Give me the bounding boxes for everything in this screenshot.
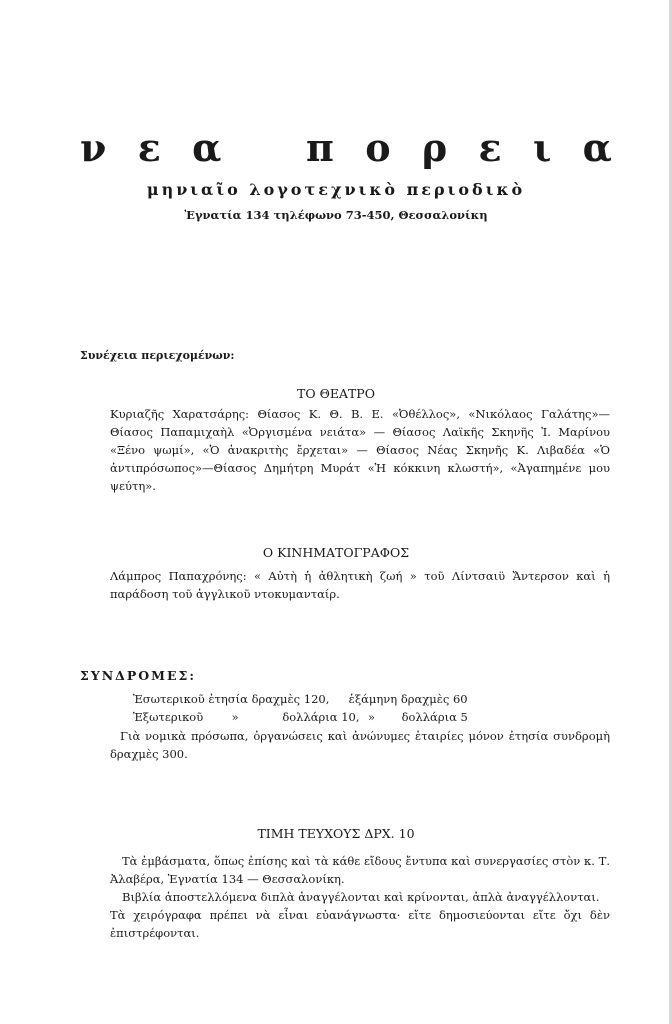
masthead-word-gap bbox=[253, 126, 275, 170]
abroad-label: Ἐξωτερικοῦ bbox=[133, 710, 204, 724]
theatre-heading: ΤΟ ΘΕΑΤΡΟ bbox=[297, 386, 375, 401]
cinema-text: Λάμπρος Παπαχρόνης: « Αὐτὴ ἡ ἀθλητικὴ ζωή » τοῦ Λίντσαιϋ Ἄντερσον καὶ ἡ παράδοση τοῦ ἀγγλικοῦ ντοκυμανταίρ. bbox=[110, 569, 610, 601]
contents-label: Συνέχεια περιεχομένων: bbox=[80, 349, 235, 362]
ditto-mark: » bbox=[231, 710, 239, 724]
masthead-letter: ο bbox=[365, 125, 391, 170]
masthead-letter: α bbox=[192, 125, 222, 170]
legal-entities-note: Γιὰ νομικὰ πρόσωπα, ὀργανώσεις καὶ ἀνώνυμες ἑταιρίες μόνον ἐτησία συνδρομὴ δραχμὲς 300. bbox=[110, 729, 610, 761]
masthead-letter: ρ bbox=[421, 125, 448, 170]
masthead-title bbox=[80, 126, 612, 170]
domestic-half-year: ἑξάμηνη δραχμὲς 60 bbox=[348, 692, 468, 706]
masthead-letter: π bbox=[306, 125, 334, 170]
theatre-text: Κυριαζῆς Χαρατσάρης: Θίασος Κ. Θ. Β. Ε. «Ὀθέλλος», «Νικόλαος Γαλάτης»— Θίασος Παπαμιχαὴλ «Ὀργισμένα νειάτα» — Θίασος Λαϊκῆς Σκηνῆς Ἰ. Μαρίνου «Ξένο ψωμί», «Ὁ ἀνακριτὴς ἔρχεται» — Θίασος Νέας Σκηνῆς Κ. Λιβαδέα «Ὁ ἀντιπρόσωπος»—Θίασος Δημήτρη Μυράτ «Ἡ κόκκινη κλωστή», «Ἀγαπημένε μου ψεύτη». bbox=[110, 407, 610, 493]
masthead-letter: α bbox=[582, 125, 612, 170]
abroad-half-year: δολλάρια 5 bbox=[401, 710, 468, 724]
subscription-domestic bbox=[133, 691, 468, 707]
abroad-annual: δολλάρια 10, bbox=[282, 710, 360, 724]
masthead-letter: ε bbox=[137, 125, 161, 170]
cinema-heading: Ο ΚΙΝΗΜΑΤΟΓΡΑΦΟΣ bbox=[262, 545, 410, 560]
books-note: Βιβλία ἀποστελλόμενα διπλὰ ἀναγγέλονται καὶ κρίνονται, ἁπλὰ ἀναγγέλλονται. bbox=[122, 890, 600, 904]
ditto-mark: » bbox=[367, 710, 376, 724]
masthead-letter: ι bbox=[532, 125, 552, 170]
domestic-annual: Ἐσωτερικοῦ ἐτησία δραχμὲς 120, bbox=[133, 692, 330, 706]
subscription-abroad bbox=[133, 709, 468, 725]
subscriptions-heading: ΣΥΝΔΡΟΜΕΣ: bbox=[80, 668, 196, 683]
issue-price: ΤΙΜΗ ΤΕΥΧΟΥΣ ΔΡΧ. 10 bbox=[257, 826, 415, 841]
masthead-subtitle: μηνιαῖο λογοτεχνικὸ περιοδικὸ bbox=[146, 180, 526, 199]
publisher-address: Ἐγνατία 134 τηλέφωνο 73-450, Θεσσαλονίκη bbox=[184, 208, 488, 222]
remittance-note: Τὰ ἐμβάσματα, ὅπως ἐπίσης καὶ τὰ κάθε εἴδους ἔντυπα καὶ συνεργασίες στὸν κ. Τ. Ἀλαβέρα, Ἐγνατία 134 — Θεσσαλονίκη. bbox=[110, 854, 610, 886]
masthead-letter: ε bbox=[478, 125, 502, 170]
manuscripts-note: Τὰ χειρόγραφα πρέπει νὰ εἶναι εὐανάγνωστα· εἴτε δημοσιεύονται εἴτε ὄχι δὲν ἐπιστρέφονται. bbox=[110, 908, 610, 940]
masthead-letter: ν bbox=[80, 125, 107, 170]
